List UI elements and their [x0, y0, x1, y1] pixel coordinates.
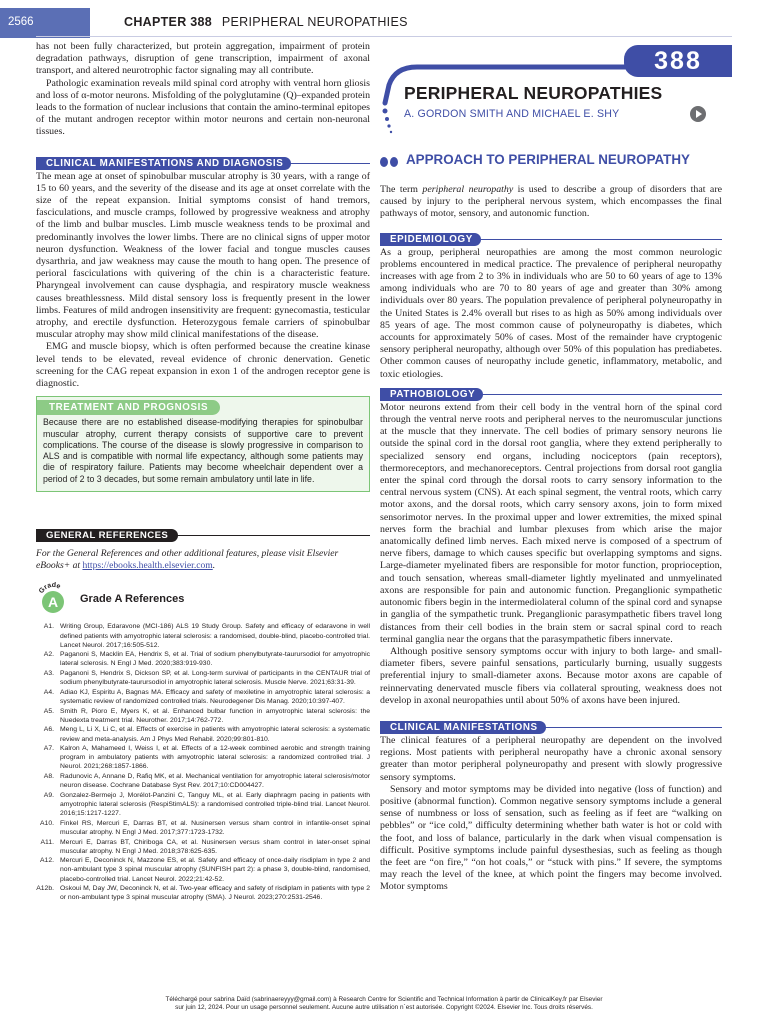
reference-item: [36, 688, 370, 706]
chapter-number-badge: 388: [624, 45, 732, 77]
running-head: [124, 15, 408, 29]
reference-text: Oskoui M, Day JW, Deconinck N, et al. Two-year efficacy and safety of risdiplam in patients with type 2 or non-ambulant type 3 spinal muscular atrophy (SMA). J Neurol. 2023;270:2531-2546.: [60, 885, 370, 902]
reference-number: A1.: [43, 623, 54, 631]
reference-text: Writing Group, Edaravone (MCI-186) ALS 19 Study Group. Safety and efficacy of edaravone in well defined patients with amyotrophic lateral sclerosis: a randomised, double-blind, placebo-controlled trial. Lancet Neurol. 2017;16:505-512.: [60, 623, 370, 649]
general-references-heading: GENERAL REFERENCES: [36, 529, 178, 542]
pathobiology-heading: PATHOBIOLOGY: [380, 388, 483, 401]
reference-item: [36, 707, 370, 725]
pathobiology-paragraph-2: Although positive sensory symptoms occur with injury to both large- and small-diameter fibers, severe painful sensations, particularly burning, usually suggests preferential injury to small-diameter axons. Because motor axons are capable of reinnervating denervated muscle fibers via collateral sprouting, weakness does not develop in axonal neuropathies until about 50% of axons have been injured.: [380, 645, 722, 706]
treatment-prognosis-heading: TREATMENT AND PROGNOSIS: [37, 400, 220, 415]
approach-paragraph: The term peripheral neuropathy is used to describe a group of disorders that are caused by injury to the peripheral nervous system, which encompasses the final pathways of motor, sensory, and autonomic function.: [380, 184, 722, 220]
header-rule: [36, 36, 732, 37]
page-number: 2566: [8, 16, 34, 28]
clinical-diagnosis-heading-bar: [36, 157, 370, 170]
download-notice-line-1: Téléchargé pour sabrina Daïd (sabrinaereyyy@gmail.com) à Research Centre for Scientific and Technical Information à partir de ClinicalKey.fr par Elsevier: [165, 996, 603, 1003]
reference-number: A2.: [43, 651, 54, 659]
grade-a-badge-icon: [36, 582, 70, 616]
svg-text:A: A: [47, 594, 59, 611]
pathobiology-heading-bar: [380, 388, 722, 401]
approach-heading: APPROACH TO PERIPHERAL NEUROPATHY: [380, 152, 720, 167]
treatment-prognosis-text: Because there are no established disease-modifying therapies for spinobulbar muscular atrophy, current therapy consists of supportive care to prevent complications. The course of the disease is slowly progressive in comparison to ALS and is compatible with normal life expectancy, although some patients may die of respiratory failure. Patients may become wheelchair dependent over a period of 2 to 3 decades, but some remain ambulatory until late in life.: [43, 417, 363, 484]
reference-number: A11.: [40, 838, 54, 846]
reference-text: Paganoni S, Macklin EA, Hendrix S, et al. Trial of sodium phenylbutyrate-taurursodiol for amyotrophic lateral sclerosis. N Engl J Med. 2020;383:919-930.: [60, 651, 370, 668]
reference-number: A10.: [40, 819, 54, 827]
reference-number: A5.: [43, 707, 54, 715]
reference-item: [36, 819, 370, 837]
download-notice-line-2: sur juin 12, 2024. Pour un usage personnel seulement. Aucune autre utilisation n´est autorisée. Copyright ©2024. Elsevier Inc. Tous droits réservés.: [175, 1004, 593, 1011]
epidemiology-heading: EPIDEMIOLOGY: [380, 233, 481, 246]
reference-item: [36, 725, 370, 743]
clinical-manifestations-paragraph-2: Sensory and motor symptoms may be divided into negative (loss of function) and positive (abnormal function). Common negative sensory symptoms include a general sense of numbness or loss of sensation, such as feeling as if feet are “walking on pebbles” or “ice cold,” difficulty determining whether bath water is hot or cold with the foot, and loss of balance, particularly in the dark when visual compensation is difficult. Positive symptoms include painful dysesthesias, such as feeling as though the feet are “on fire,” “on hot coals,” or “stuck with pins.” If severe, the symptoms may reach the level of the knee, at which point the fingers may become involved. Motor symptoms: [380, 783, 722, 893]
clinical-manifestations-paragraph-1: The clinical features of a peripheral neuropathy are dependent on the involved regions. Most patients with peripheral neuropathy have a chronic axonal sensory greater than motor peripheral polyneuropathy and present with slowly progressive sensory symptoms.: [380, 734, 722, 783]
reference-text: Smith R, Pioro E, Myers K, et al. Enhanced bulbar function in amyotrophic lateral sclerosis: the Nuedexta treatment trial. Neurother. 2017;14:762-772.: [60, 707, 370, 724]
intro-paragraph-2: Pathologic examination reveals mild spinal cord atrophy with ventral horn gliosis and loss of α-motor neurons. Misfolding of the polyglutamine (Q)–expanded protein leads to the formation of nuclear inclusions that contain the amino-terminal epitopes of the mutant androgen receptor within motor neurons and certain non-neuronal tissues.: [36, 77, 371, 138]
reference-number: A12.: [40, 857, 54, 865]
grade-a-references-title: Grade A References: [80, 593, 185, 606]
reference-item: [36, 884, 370, 902]
reference-number: A9.: [43, 791, 54, 799]
chapter-title: PERIPHERAL NEUROPATHIES: [404, 83, 663, 103]
grade-a-references-list: [36, 622, 370, 902]
epidemiology-heading-bar: [380, 233, 722, 246]
grade-a-references-header: [36, 582, 370, 616]
general-references-heading-bar: [36, 529, 370, 542]
reference-item: [36, 744, 370, 771]
reference-item: [36, 669, 370, 687]
reference-number: A6.: [43, 726, 54, 734]
chapter-authors: A. GORDON SMITH AND MICHAEL E. SHY: [404, 108, 620, 120]
svg-text:Grade: Grade: [37, 582, 62, 596]
reference-text: Paganoni S, Hendrix S, Dickson SP, et al. Long-term survival of participants in the CENTAUR trial of sodium phenylbutyrate-taurursodiol in amyotrophic lateral sclerosis. Muscle Nerve. 2021;63:31-39.: [60, 670, 370, 687]
reference-item: [36, 622, 370, 649]
heading-bullet-icon: [380, 155, 400, 170]
reference-item: [36, 791, 370, 818]
reference-number: A3.: [43, 670, 54, 678]
reference-text: Adiao KJ, Espiritu A, Bagnas MA. Efficacy and safety of mexiletine in amyotrophic lateral sclerosis: a systematic review of randomized controlled trials. Neurodegener Dis Manag. 2020;10:397-407.: [60, 688, 370, 705]
reference-text: Mercuri E, Darras BT, Chiriboga CA, et al. Nusinersen versus sham control in later-onset spinal muscular atrophy. N Engl J Med. 2018;378:625-635.: [60, 838, 370, 855]
reference-text: Finkel RS, Mercuri E, Darras BT, et al. Nusinersen versus sham control in infantile-onset spinal muscular atrophy. N Engl J Med. 2017;377:1723-1732.: [60, 819, 370, 836]
clinical-manifestations-heading-bar: [380, 721, 722, 734]
download-notice: [0, 996, 768, 1012]
left-column: [36, 41, 370, 903]
reference-text: Kalron A, Mahameed I, Weiss I, et al. Effects of a 12-week combined aerobic and strength training program in ambulatory patients with amyotrophic lateral sclerosis: a randomized controlled trial. J Neurol. 2021;268:1857-1866.: [60, 745, 370, 771]
intro-paragraph-1: has not been fully characterized, but protein aggregation, impairment of protein degradation pathways, disruption of gene transcription, impairment of axonal transport, and altered neurotrophic factor signaling may all contribute.: [36, 41, 370, 77]
running-head-chapter: CHAPTER 388: [124, 15, 213, 29]
epidemiology-paragraph: As a group, peripheral neuropathies are among the most common neurologic problems encountered in medical practice. The prevalence of peripheral neuropathy increases with age from 2 to 3% in individuals who are 50 to 60 years of age to 13% among individuals who are 70 to 80 years of age and greater than 30% among individuals over 80 years. The population prevalence of peripheral polyneuropathy in the United States is 2.4% overall but rises to as high as 50% among individuals over 85 years of age. The most common cause of polyneuropathy is diabetes, which accounts for approximately 50% of cases. Most of the remainder have cryptogenic sensory peripheral neuropathy, although over 50% of this population has prediabetes. Other common causes of neuropathy include genetic, inflammatory, metabolic, and toxic etiologies.: [380, 246, 722, 380]
reference-text: Meng L, Li X, Li C, et al. Effects of exercise in patients with amyotrophic lateral sclerosis: a systematic review and meta-analysis. Am J Phys Med Rehabil. 2020;99:801-810.: [60, 726, 370, 743]
reference-item: [36, 838, 370, 856]
reference-text: Radunovic A, Annane D, Rafiq MK, et al. Mechanical ventilation for amyotrophic lateral sclerosis/motor neuron disease. Cochrane Database Syst Rev. 2017;10:CD004427.: [60, 773, 370, 790]
clinical-manifestations-heading: CLINICAL MANIFESTATIONS: [380, 721, 546, 734]
clinical-diagnosis-heading: CLINICAL MANIFESTATIONS AND DIAGNOSIS: [36, 157, 291, 170]
pathobiology-paragraph-1: Motor neurons extend from their cell body in the ventral horn of the spinal cord through the ventral nerve roots and peripheral nerves to the neuromuscular junctions at the muscle that they innervate. The cell bodies of primary sensory neurons lie outside the spinal cord in the dorsal root ganglia, where they extend peripherally to specialized sensory end organs, including nociceptors (pain receptors), thermoreceptors, and mechanoreceptors. Central projections from dorsal root ganglia enter the spinal cord through the dorsal roots to carry sensory information to the central nervous system (CNS). At each spinal segment, the ventral roots, which carry motor axons, and the dorsal roots, which carry sensory axons, join to form mixed sensorimotor nerves. In the proximal upper and lower extremities, the mixed spinal nerves form the brachial and lumbar plexuses from which arise the major anatomically defined limb nerves. Each mixed nerve is composed of a spectrum of nerve fibers, damage to which causes specific but overlapping symptoms and signs. Large-diameter myelinated fibers are responsible for motor function, proprioception, and touch sensation, whereas small-diameter lightly myelinated and unmyelinated axons are responsible for pain and autonomic function. Preganglionic sympathetic autonomic fibers begin in the intermediolateral column of the spinal cord and synapse in ganglia of the sympathetic trunk. Preganglionic parasympathetic fibers travel long distances from their cell bodies in the brain stem or sacral spinal cord to reach terminal ganglia near the organs that the parasympathetic fibers innervate.: [380, 401, 722, 645]
right-column: [380, 184, 722, 894]
running-head-title: PERIPHERAL NEUROPATHIES: [221, 15, 408, 29]
reference-number: A7.: [43, 745, 54, 753]
treatment-prognosis-box: [36, 396, 370, 492]
reference-item: [36, 856, 370, 883]
reference-text: Gonzalez-Bermejo J, Morélot-Panzini C, Tanguy ML, et al. Early diaphragm pacing in patients with amyotrophic lateral sclerosis (RespiStimALS): a randomised controlled triple-blind trial. Lancet Neurol. 2016;15:1217-1227.: [60, 791, 370, 818]
play-video-icon[interactable]: [690, 106, 706, 122]
reference-number: A12b.: [36, 885, 54, 893]
elsevier-ebooks-link[interactable]: https://ebooks.health.elsevier.com: [82, 560, 213, 572]
clinical-paragraph-2: EMG and muscle biopsy, which is often performed because the creatine kinase level tends to be elevated, reveal evidence of chronic denervation. Genetic screening for the CAG repeat expansion in exon 1 of the androgen receptor gene is diagnostic.: [36, 341, 370, 390]
reference-number: A4.: [43, 688, 54, 696]
reference-item: [36, 772, 370, 790]
reference-item: [36, 650, 370, 668]
general-references-note: For the General References and other additional features, please visit Elsevier eBooks+ at https://ebooks.health.elsevier.com.: [36, 548, 339, 572]
reference-text: Mercuri E, Deconinck N, Mazzone ES, et al. Safety and efficacy of once-daily risdiplam in type 2 and non-ambulant type 3 spinal muscular atrophy (SUNFISH part 2): a phase 3, double-blind, randomised, placebo-controlled trial. Lancet Neurol. 2022;21:42-52.: [60, 857, 370, 883]
clinical-paragraph-1: The mean age at onset of spinobulbar muscular atrophy is 30 years, with a range of 15 to 60 years, and the severity of the disease and its age at onset correlate with the size of the repeat expansion. Initial symptoms consist of hand tremors, fasciculations, and muscle cramps, followed by progressive weakness and atrophy of the limb and bulbar muscles. Limb muscle weakness tends to be proximal and predominantly involves the lower limbs. There are no clinical signs of upper motor neuron dysfunction. Weakness of the lower facial and tongue muscles causes dysarthria, and jaw weakness may cause the mouth to hang open. The presence of perioral fasciculations with quivering of the chin is a characteristic feature. Pharyngeal involvement can cause dysphagia, and respiratory muscle weakness causes breathlessness. Mild distal sensory loss is frequently present in the lower limbs. Features of mild androgen insensitivity are frequent: gynecomastia, testicular atrophy, and erectile dysfunction. Heterozygous female carriers of spinobulbar muscular atrophy may show mild clinical manifestations of the disease.: [36, 170, 370, 341]
reference-number: A8.: [43, 773, 54, 781]
